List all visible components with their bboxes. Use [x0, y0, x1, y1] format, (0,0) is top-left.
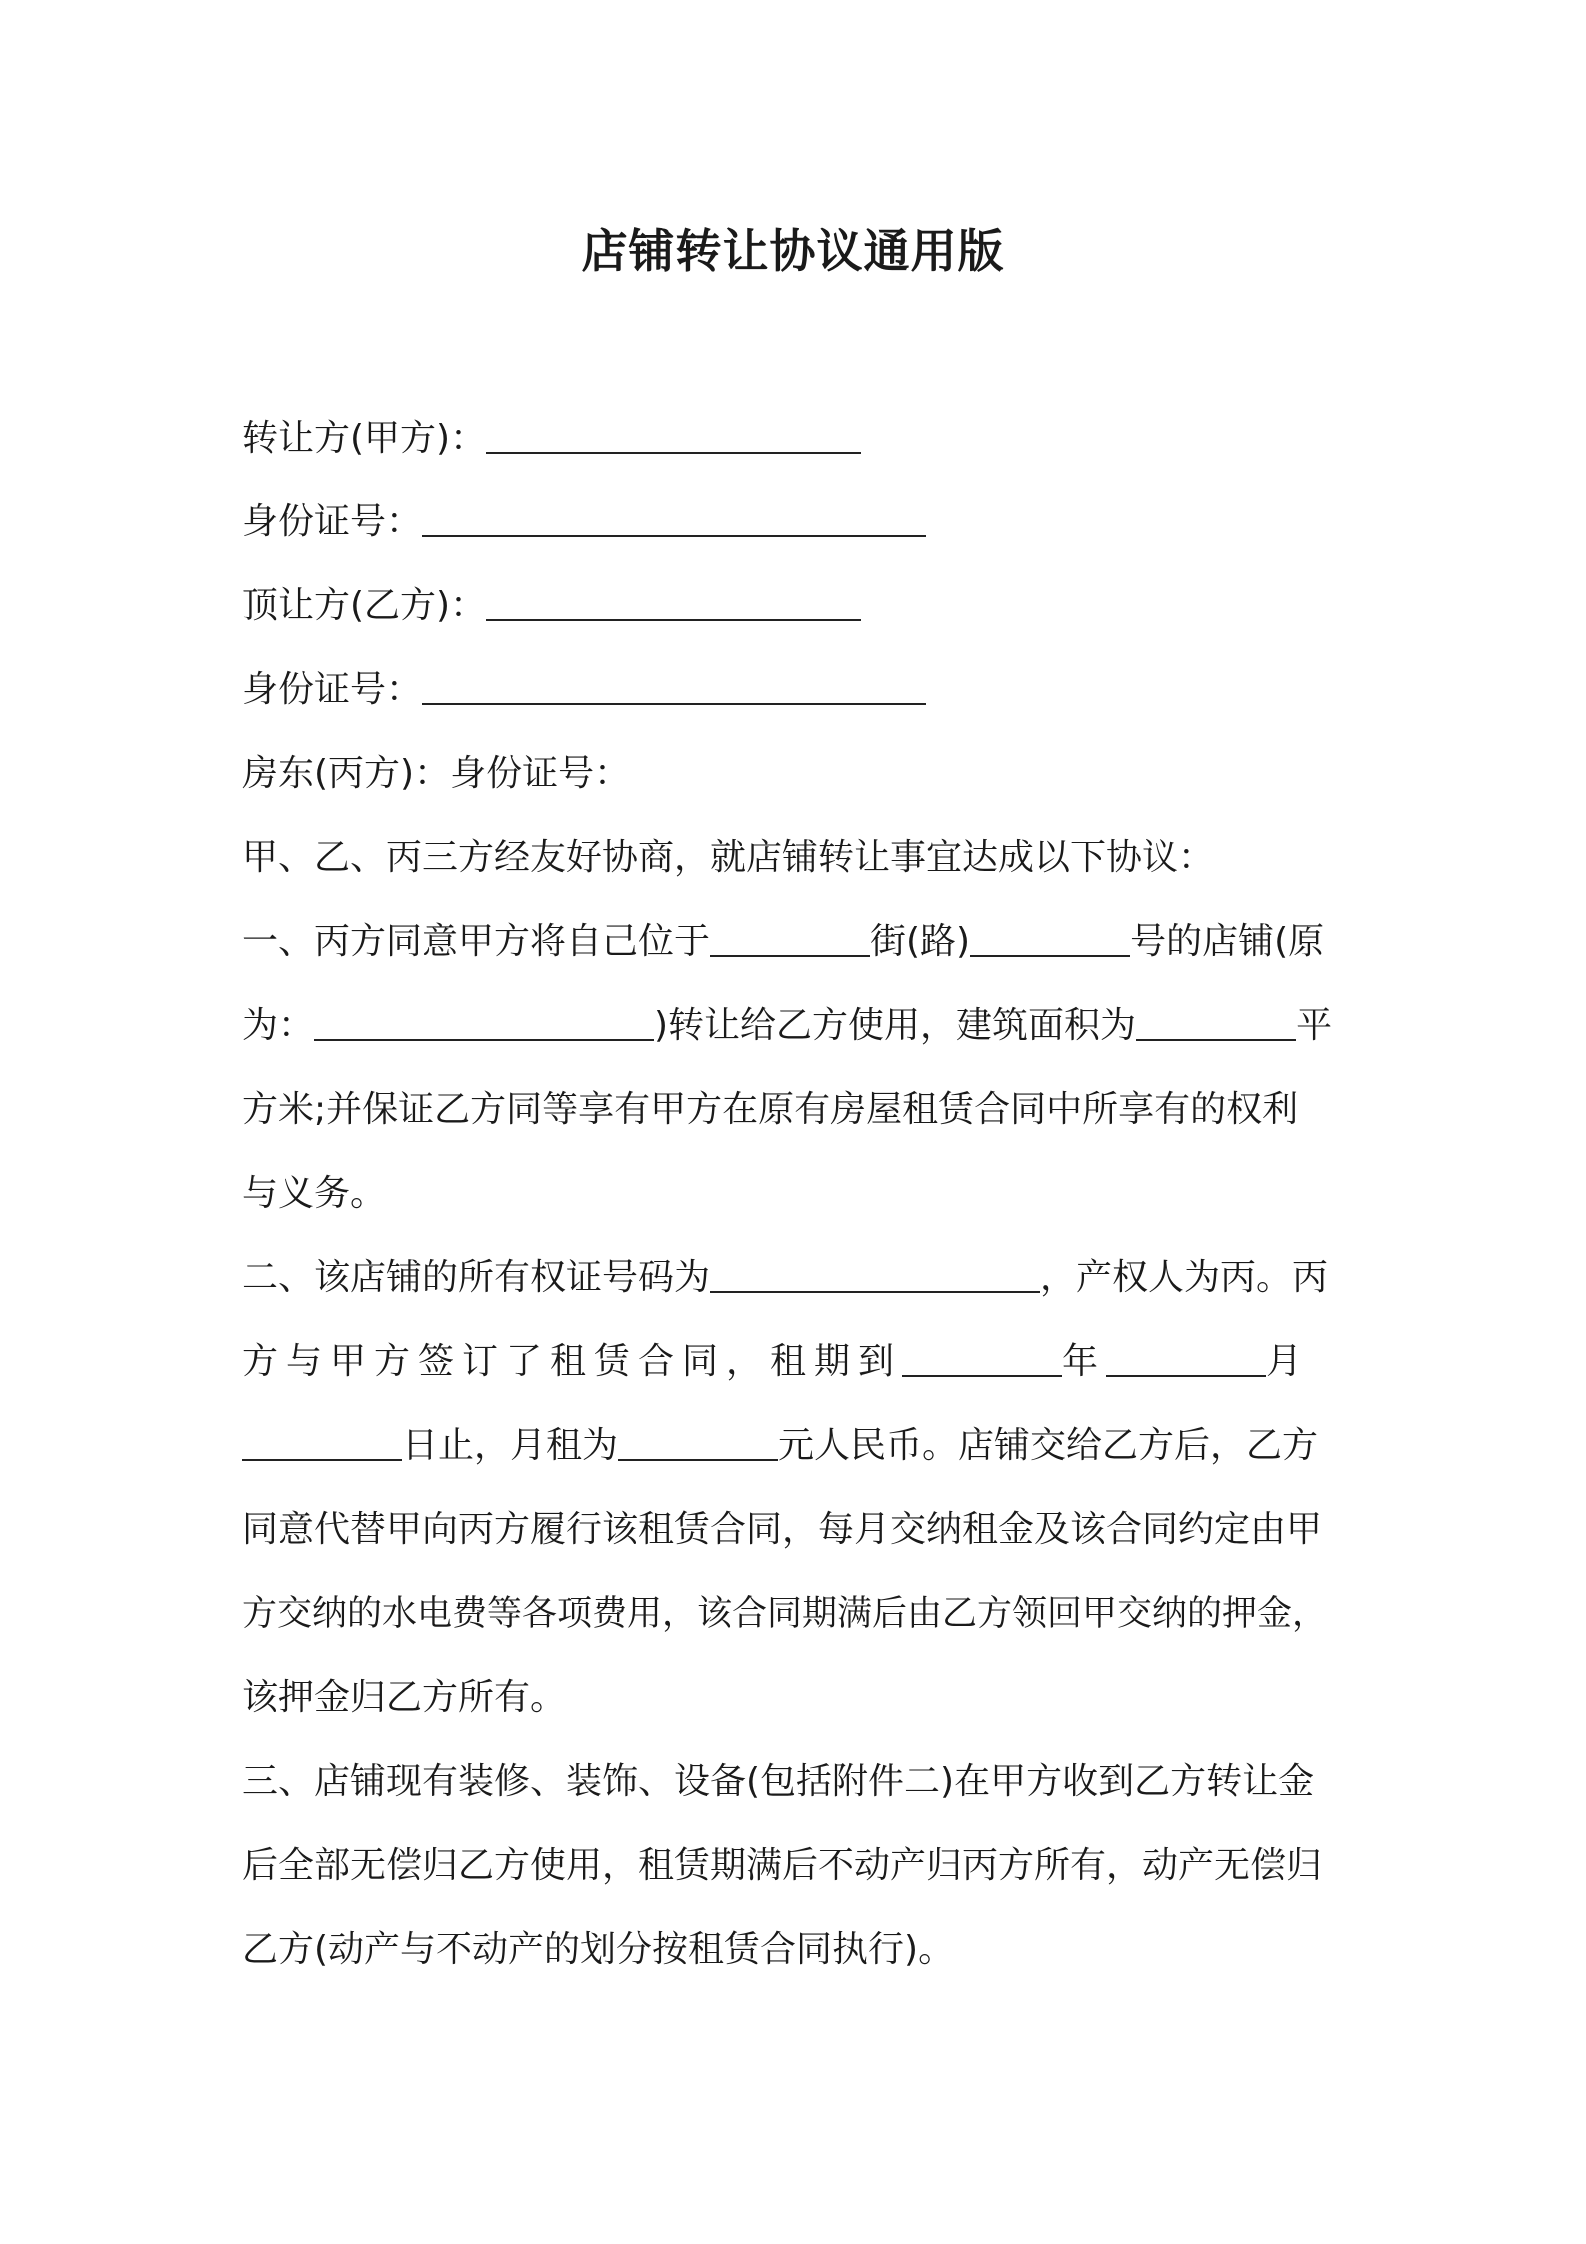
clause2-text-c: 方与甲方签订了租赁合同，租期到 [242, 1341, 903, 1382]
original-use-blank [314, 1009, 654, 1041]
lease-year-blank [902, 1345, 1062, 1377]
area-blank [1136, 1009, 1296, 1041]
clause2-text-f: 日止，月租为 [402, 1425, 619, 1466]
clause3-line1: 三、店铺现有装修、装饰、设备(包括附件二)在甲方收到乙方转让金 [242, 1761, 1315, 1802]
clause2-text-d: 年 [1062, 1341, 1107, 1382]
clause1-text-c: 号的店铺(原 [1130, 921, 1325, 962]
clause1-text-d: 为： [242, 1005, 315, 1046]
lease-month-blank [1106, 1345, 1266, 1377]
clause2-line5: 方交纳的水电费等各项费用，该合同期满后由乙方领回甲交纳的押金， [242, 1594, 1328, 1634]
clause1-line3: 方米;并保证乙方同等享有甲方在原有房屋租赁合同中所享有的权利 [242, 1089, 1299, 1130]
transferee-id-line [242, 664, 1354, 716]
transferor-blank [486, 422, 861, 454]
clause1-line1 [242, 916, 1354, 968]
transferee-id-blank [422, 673, 926, 705]
clause2-line1 [242, 1252, 1354, 1304]
clause1-text-b: 街(路) [870, 921, 971, 962]
transferee-blank [486, 589, 861, 621]
ownership-cert-blank [710, 1261, 1040, 1293]
transferee-line [242, 580, 1354, 632]
clause1-line4: 与义务。 [242, 1173, 387, 1214]
clause2-text-e: 月 [1266, 1341, 1311, 1382]
transferee-id-label: 身份证号： [242, 669, 423, 710]
rent-blank [618, 1429, 778, 1461]
document-title: 店铺转让协议通用版 [581, 224, 1005, 278]
intro-line: 甲、乙、丙三方经友好协商，就店铺转让事宜达成以下协议： [242, 837, 1215, 878]
transferor-id-label: 身份证号： [242, 501, 423, 542]
transferor-id-line [242, 496, 1354, 548]
transferor-label: 转让方(甲方)： [242, 418, 487, 459]
transferor-line [242, 413, 1354, 465]
transferee-label: 顶让方(乙方)： [242, 585, 487, 626]
clause3-line3: 乙方(动产与不动产的划分按租赁合同执行)。 [242, 1929, 955, 1970]
clause2-text-b: ，产权人为丙。丙 [1040, 1257, 1329, 1298]
street-blank [710, 925, 870, 957]
clause2-line2 [242, 1336, 1354, 1388]
number-blank [970, 925, 1130, 957]
landlord-label: 房东(丙方)：身份证号： [242, 753, 631, 794]
clause2-line3 [242, 1420, 1354, 1472]
clause1-line2 [242, 1000, 1354, 1052]
clause1-text-f: 平 [1296, 1005, 1333, 1046]
clause2-line4: 同意代替甲向丙方履行该租赁合同，每月交纳租金及该合同约定由甲 [242, 1509, 1323, 1550]
clause2-line6: 该押金归乙方所有。 [242, 1677, 567, 1718]
clause1-text-a: 一、丙方同意甲方将自己位于 [242, 921, 711, 962]
landlord-line [242, 748, 1354, 800]
clause2-text-g: 元人民币。店铺交给乙方后，乙方 [778, 1425, 1319, 1466]
lease-day-blank [242, 1429, 402, 1461]
clause2-text-a: 二、该店铺的所有权证号码为 [242, 1257, 711, 1298]
clause1-text-e: )转让给乙方使用，建筑面积为 [654, 1005, 1137, 1046]
transferor-id-blank [422, 505, 926, 537]
clause3-line2: 后全部无偿归乙方使用，租赁期满后不动产归丙方所有，动产无偿归 [242, 1845, 1323, 1886]
